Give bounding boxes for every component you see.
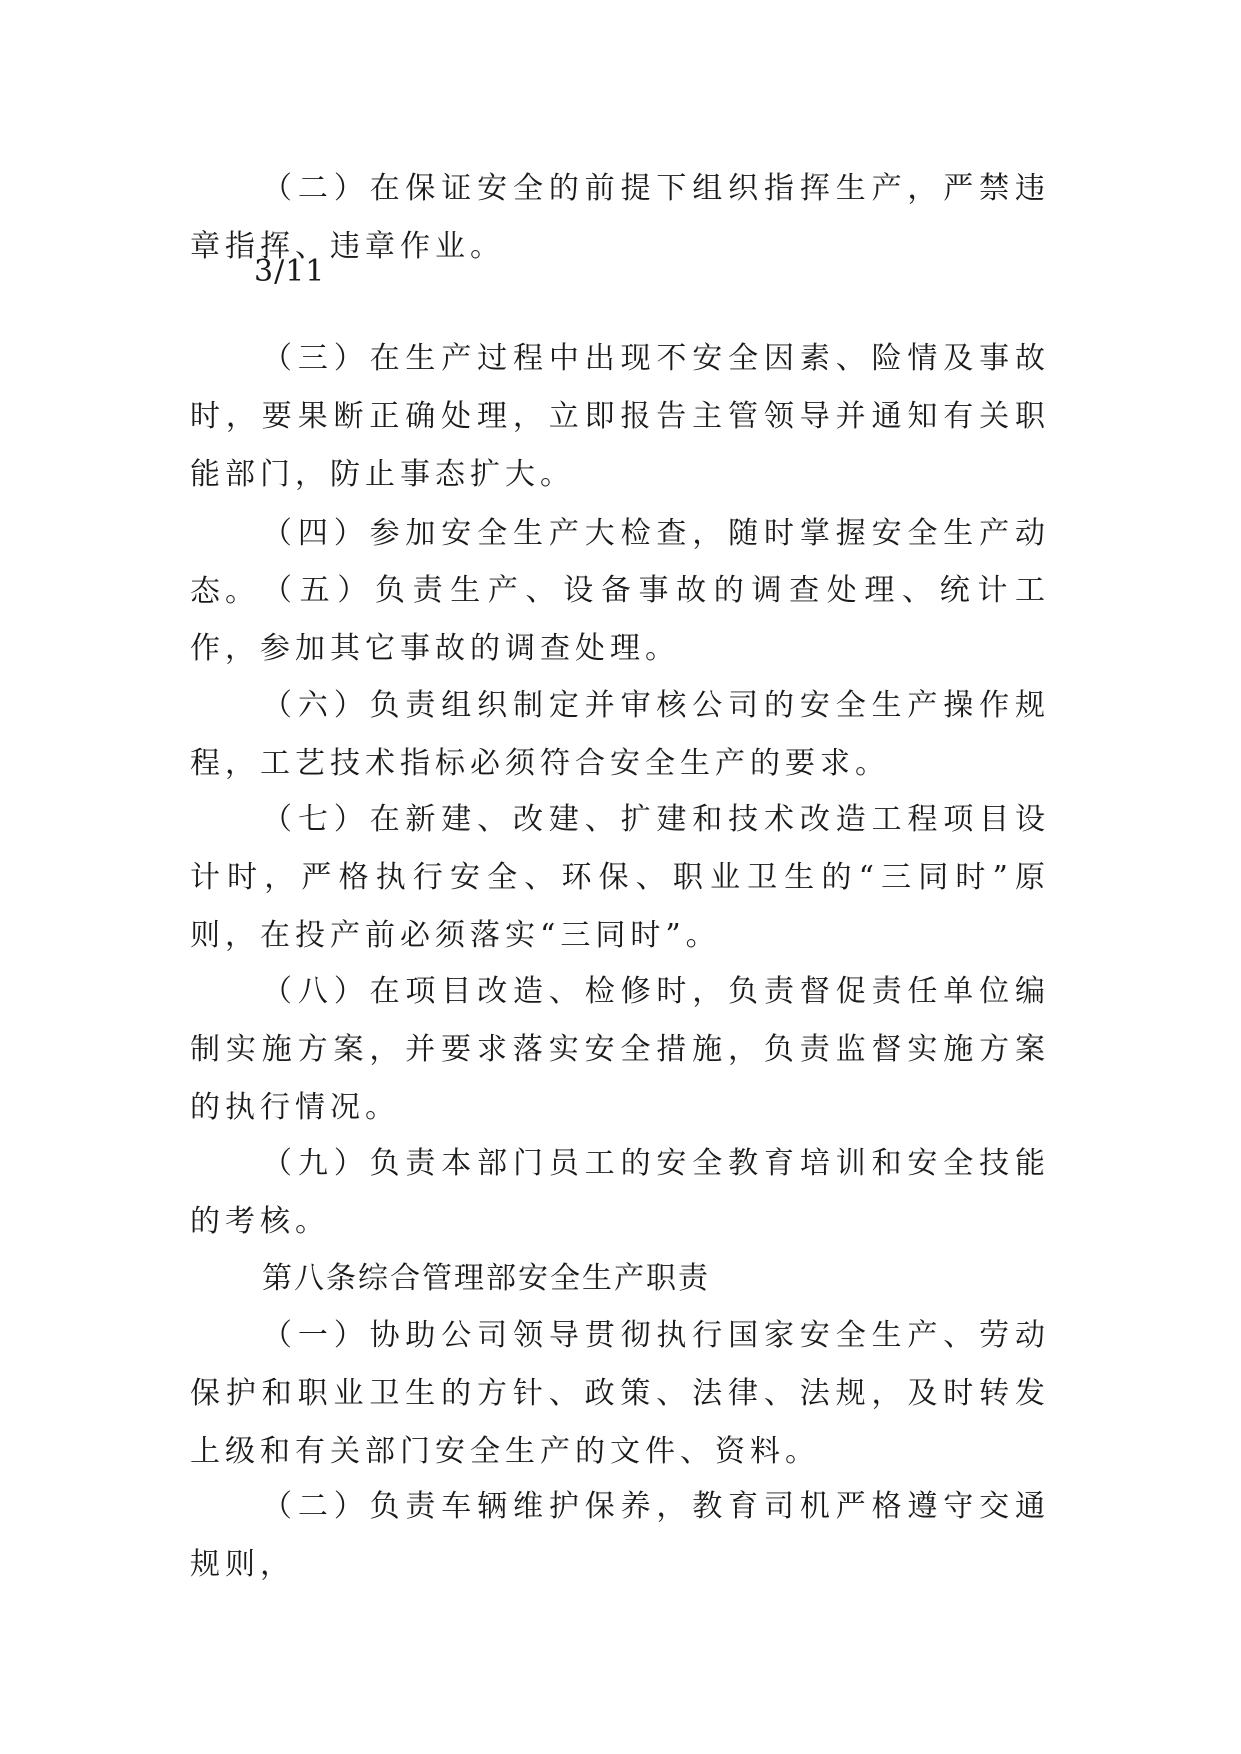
paragraph-2-vehicle-maintenance: （二）负责车辆维护保养，教育司机严格遵守交通规则， <box>190 1489 1050 1582</box>
article-8-heading: 第八条综合管理部安全生产职责 <box>262 1261 710 1296</box>
paragraph-5-accident-investigation: （五）负责生产、设备事故的调查处理、统计工作，参加其它事故的调查处理。 <box>190 573 1050 666</box>
paragraph-1-policy-implementation: （一）协助公司领导贯彻执行国家安全生产、劳动保护和职业卫生的方针、政策、法律、法规，及时转发上级和有关部门安全生产的文件、资料。 <box>190 1318 1050 1469</box>
paragraph-3-emergency-handling: （三）在生产过程中出现不安全因素、险情及事故时，要果断正确处理，立即报告主管领导并通知有关职能部门，防止事态扩大。 <box>190 341 1050 492</box>
paragraph-9-staff-training: （九）负责本部门员工的安全教育培训和安全技能的考核。 <box>190 1146 1050 1239</box>
paragraph-2-production-command: （二）在保证安全的前提下组织指挥生产，严禁违章指挥、违章作业。 <box>190 171 1050 264</box>
paragraph-4-safety-inspection: （四）参加安全生产大检查，随时掌握安全生产动态。 <box>190 516 1050 609</box>
paragraph-7-three-simultaneities: （七）在新建、改建、扩建和技术改造工程项目设计时，严格执行安全、环保、职业卫生的“三同时”原则，在投产前必须落实“三同时”。 <box>190 802 1050 953</box>
paragraph-8-project-renovation: （八）在项目改造、检修时，负责督促责任单位编制实施方案，并要求落实安全措施，负责监督实施方案的执行情况。 <box>190 974 1050 1125</box>
page-number: 3/11 <box>254 254 326 289</box>
paragraph-6-operating-procedures: （六）负责组织制定并审核公司的安全生产操作规程，工艺技术指标必须符合安全生产的要求。 <box>190 688 1050 781</box>
